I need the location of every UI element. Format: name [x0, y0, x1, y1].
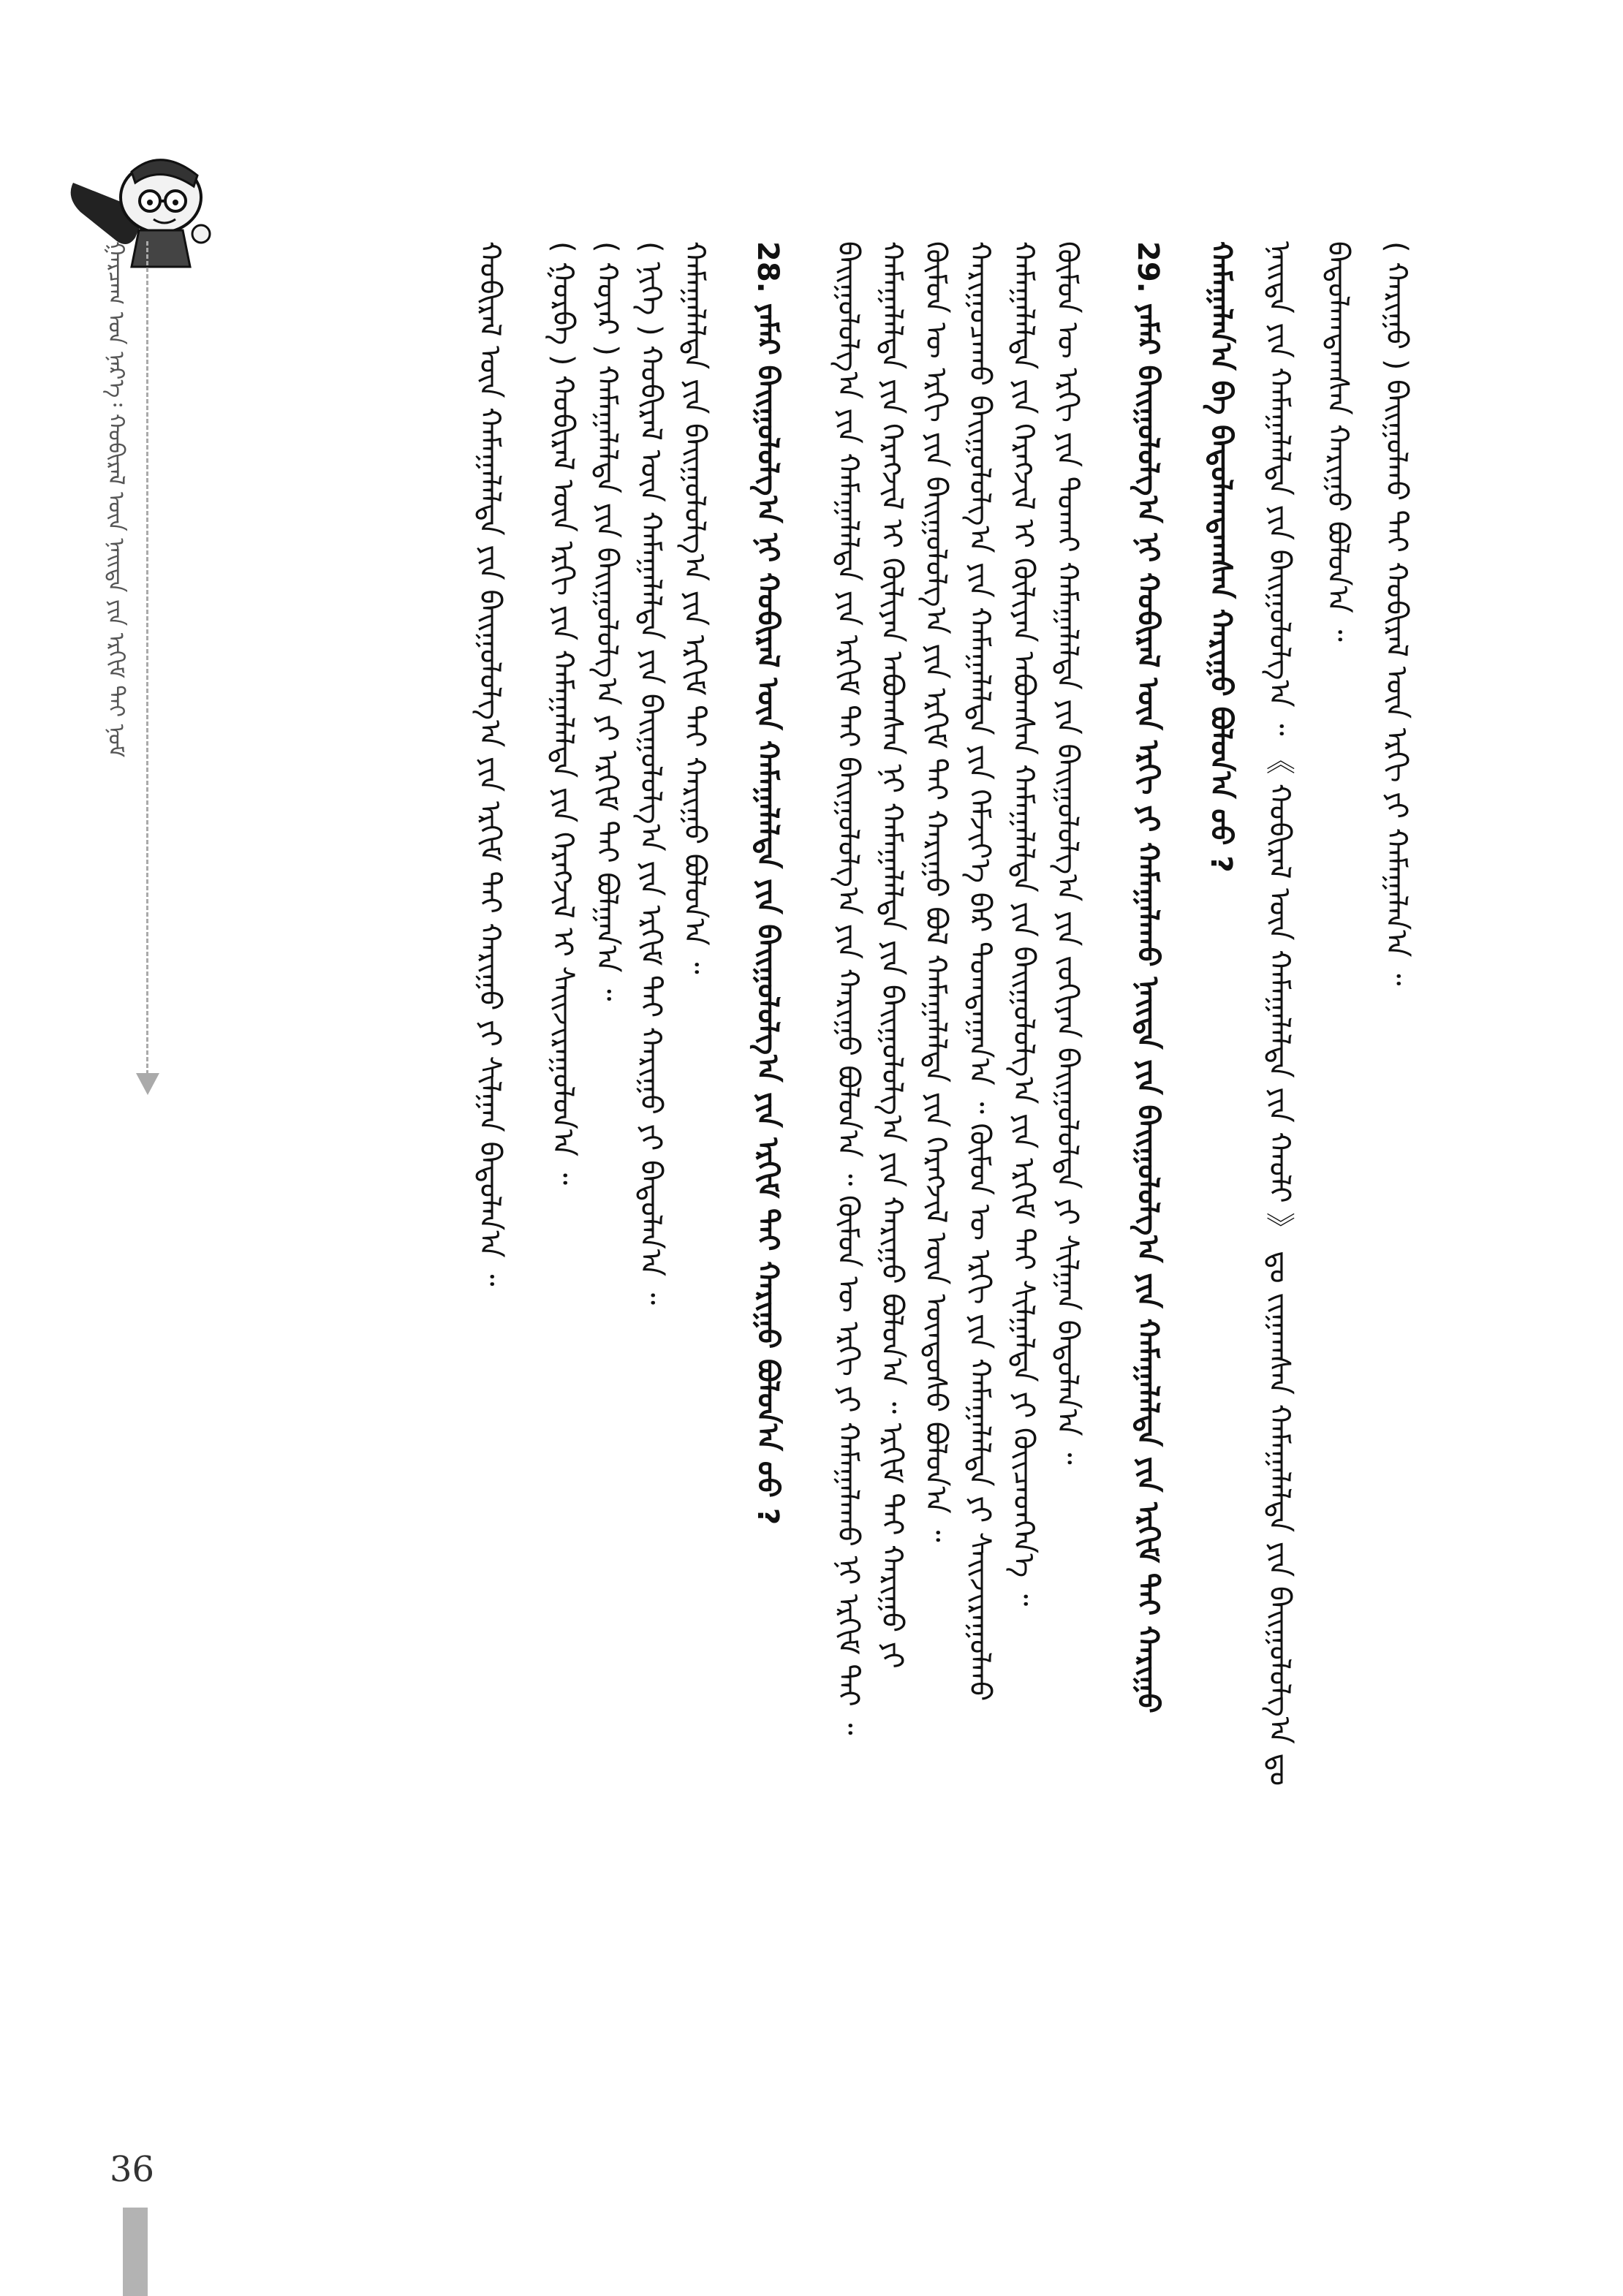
text-column: ᠬᠠᠮᠠᠭᠠᠯᠠᠯᠲᠠ ᠶᠢᠨ ᠪᠠᠢᠭᠤᠯᠤᠯᠭ᠎ᠠ ᠶᠢᠨ ᠡᠷᠭᠢᠮ ᠲᠡᠢ ᠬᠠᠷᠢᠭᠤ ᠪᠣᠯᠤᠨ᠎ᠠ ᠃ [678, 241, 711, 974]
triangle-marker-icon [136, 1073, 159, 1095]
header-divider [146, 241, 148, 1075]
text-column: ᠬᠦᠮᠦᠨ ᠦ ᠡᠷᠬᠢ ᠶᠢᠨ ᠪᠠᠢᠭᠤᠯᠤᠯᠭ᠎ᠠ ᠶᠢᠨ ᠡᠷᠭᠢᠮ ᠲᠡᠢ ᠬᠠᠷᠢᠭᠤ ᠪᠣᠯ ᠬᠠᠮᠠᠭᠠᠯᠠᠯᠲᠠ ᠶᠢᠨ ᠬᠡᠷᠡᠭᠵᠢᠯ ᠦᠨ ᠦᠨᠳᠦᠰᠦ ᠪᠣᠯᠤᠨ᠎ᠠ ᠃ [919, 241, 953, 1542]
text-column: ( ᠭᠤᠷᠪᠠ ) ᠬᠤᠪᠢᠷᠠᠯ ᠦᠨ ᠡᠷᠬᠢ ᠶᠢᠨ ᠬᠠᠮᠠᠭᠠᠯᠠᠯᠲᠠ ᠶᠢᠨ ᠬᠡᠷᠡᠭᠵᠢᠯ ᠢ ᠰᠠᠢᠵᠢᠷᠠᠭᠤᠯᠤᠨ᠎ᠠ ᠃ [546, 241, 580, 1186]
text-column: ᠪᠠᠲᠤᠯᠠᠭᠳᠠᠭᠰᠠᠨ ᠬᠠᠷᠢᠭᠤ ᠪᠣᠯᠤᠨ᠎ᠠ ᠃ [1321, 241, 1355, 642]
text-column: ᠬᠠᠮᠠᠭᠠᠯᠠᠨ᠎ᠠ ᠪᠠ ᠪᠠᠲᠤᠯᠠᠭᠳᠠᠭᠰᠠᠨ ᠬᠠᠷᠢᠭᠤ ᠪᠣᠯᠤᠨ᠎ᠠ ᠤᠤ ? [1204, 241, 1238, 873]
text-column: ( ᠬᠣᠶᠠᠷ ) ᠬᠠᠮᠠᠭᠠᠯᠠᠯᠲᠠ ᠶᠢᠨ ᠪᠠᠢᠭᠤᠯᠤᠯᠭ᠎ᠠ ᠶᠢ ᠡᠷᠭᠢᠮ ᠲᠡᠢ ᠪᠣᠯᠭᠠᠨ᠎ᠠ ᠃ [590, 241, 624, 1001]
page-number: 36 [110, 2149, 155, 2190]
page-edge-tab [123, 2208, 148, 2296]
text-column: 29. ᠶᠠᠮᠠᠷ ᠪᠠᠢᠭᠤᠯᠤᠯᠭ᠎ᠠ ᠨᠢ ᠬᠤᠪᠢᠷᠠᠯ ᠦᠨ ᠡᠷᠬᠢ ᠶᠢ ᠬᠠᠮᠠᠭᠠᠯᠠᠬᠤ ᠨᠡᠢᠲᠡ ᠶᠢᠨ ᠪᠠᠢᠭᠤᠯᠤᠯᠭ᠎ᠠ ᠶᠢᠨ ᠬᠠᠮᠠᠭᠠᠯᠠᠯᠲᠠ ᠶᠢᠨ ᠡᠷᠭᠢᠮ ᠲᠡᠢ ᠬᠠᠷᠢᠭᠤ [1131, 241, 1165, 1713]
running-header: ᠭᠠᠷᠴᠠᠭ ᠤᠨ ᠨᠡᠷ᠎ᠡ᠄ ᠬᠤᠪᠢᠷᠠᠯ ᠦᠨ ᠨᠡᠢᠲᠡ ᠶᠢᠨ ᠡᠷᠭᠢᠮ ᠲᠡᠢ ᠨᠣᠮ [103, 241, 129, 758]
text-column: ( ᠨᠢᠭᠡ ) ᠬᠤᠪᠢᠷᠠᠯ ᠦᠨ ᠬᠠᠮᠠᠭᠠᠯᠠᠯᠲᠠ ᠶᠢᠨ ᠪᠠᠢᠭᠤᠯᠤᠯᠭ᠎ᠠ ᠶᠢᠨ ᠡᠷᠭᠢᠮ ᠲᠡᠢ ᠬᠠᠷᠢᠭᠤ ᠶᠢ ᠪᠠᠲᠤᠯᠠᠨ᠎ᠠ ᠃ [634, 241, 667, 1306]
text-column: ᠬᠦᠮᠦᠨ ᠦ ᠡᠷᠬᠢ ᠶᠢᠨ ᠲᠤᠬᠠᠢ ᠬᠠᠮᠠᠭᠠᠯᠠᠯᠲᠠ ᠶᠢᠨ ᠪᠠᠢᠭᠤᠯᠤᠯᠭ᠎ᠠ ᠶᠢᠨ ᠵᠣᠬᠢᠶᠠᠨ ᠪᠠᠢᠭᠤᠯᠤᠯᠲᠠ ᠶᠢ ᠰᠢᠯᠭᠠᠨ ᠪᠠᠲᠤᠯᠠᠨ᠎ᠠ ᠃ [1051, 241, 1084, 1465]
text-column: ᠬᠠᠮᠠᠭᠠᠯᠠᠯᠲᠠ ᠶᠢᠨ ᠬᠡᠷᠡᠭᠵᠢᠯ ᠢ ᠬᠦᠯᠢᠶᠡᠨ ᠠᠪᠤᠭᠰᠠᠨ ᠨᠢ ᠬᠠᠮᠠᠭᠠᠯᠠᠯᠲᠠ ᠶᠢᠨ ᠪᠠᠢᠭᠤᠯᠤᠯᠭ᠎ᠠ ᠶᠢᠨ ᠬᠠᠷᠢᠭᠤ ᠪᠣᠯᠤᠨ᠎ᠠ ᠃ ᠡᠷᠭᠢᠮ ᠲᠡᠢ ᠬᠠᠷᠢᠭᠤ ᠶᠢ [875, 241, 909, 1669]
text-column: ( ᠬᠠᠷᠢᠭᠤ ) ᠪᠠᠢᠭᠤᠯᠬᠤ ᠲᠠᠢ ᠬᠤᠪᠢᠷᠠᠯ ᠦᠨ ᠡᠷᠬᠢ ᠶᠢ ᠬᠠᠮᠠᠭᠠᠯᠠᠨ᠎ᠠ ᠃ [1380, 241, 1413, 986]
cartoon-mascot-icon [58, 132, 227, 278]
text-column: ᠬᠤᠪᠢᠷᠠᠯ ᠦᠨ ᠬᠠᠮᠠᠭᠠᠯᠠᠯᠲᠠ ᠶᠢᠨ ᠪᠠᠢᠭᠤᠯᠤᠯᠭ᠎ᠠ ᠶᠢᠨ ᠡᠷᠭᠢᠮ ᠲᠡᠢ ᠬᠠᠷᠢᠭᠤ ᠶᠢ ᠰᠢᠯᠭᠠᠨ ᠪᠠᠲᠤᠯᠠᠨ᠎ᠠ ᠃ [473, 241, 507, 1287]
text-column: ᠪᠠᠢᠭᠤᠯᠤᠯᠭ᠎ᠠ ᠶᠢᠨ ᠬᠠᠮᠠᠭᠠᠯᠠᠯᠲᠠ ᠶᠢᠨ ᠡᠷᠭᠢᠮ ᠲᠡᠢ ᠪᠠᠢᠭᠤᠯᠤᠯᠭ᠎ᠠ ᠶᠢᠨ ᠬᠠᠷᠢᠭᠤ ᠪᠣᠯᠤᠨ᠎ᠠ ᠃ ᠬᠦᠮᠦᠨ ᠦ ᠡᠷᠬᠢ ᠶᠢ ᠬᠠᠮᠠᠭᠠᠯᠠᠬᠤ ᠨᠢ ᠡᠷᠭᠢᠮ ᠲᠡᠢ ᠃ [831, 241, 865, 1735]
text-column: 28. ᠶᠠᠮᠠᠷ ᠪᠠᠢᠭᠤᠯᠤᠯᠭ᠎ᠠ ᠨᠢ ᠬᠤᠪᠢᠷᠠᠯ ᠦᠨ ᠬᠠᠮᠠᠭᠠᠯᠠᠯᠲᠠ ᠶᠢᠨ ᠪᠠᠢᠭᠤᠯᠤᠯᠭ᠎ᠠ ᠶᠢᠨ ᠡᠷᠭᠢᠮ ᠲᠡᠢ ᠬᠠᠷᠢᠭᠤ ᠪᠣᠯᠤᠨ᠎ᠠ ᠤᠤ ? [751, 241, 784, 1526]
text-column: ᠨᠡᠢᠲᠡ ᠶᠢᠨ ᠬᠠᠮᠠᠭᠠᠯᠠᠯᠲᠠ ᠶᠢᠨ ᠪᠠᠢᠭᠤᠯᠤᠯᠭ᠎ᠠ ᠃ 《 ᠬᠤᠪᠢᠷᠠᠯ ᠦᠨ ᠬᠠᠮᠠᠭᠠᠯᠠᠯᠲᠠ ᠶᠢᠨ ᠬᠠᠤᠯᠢ 》 ᠳᠤ ᠵᠢᠭᠠᠭᠰᠠᠨ ᠬᠠᠮᠠᠭᠠᠯᠠᠯᠲᠠ ᠶᠢᠨ ᠪᠠᠢᠭᠤᠯᠤᠯᠭ᠎ᠠ ᠳᠤ [1263, 241, 1296, 1787]
text-column: ᠬᠠᠮᠠᠭᠠᠯᠠᠯᠲᠠ ᠶᠢᠨ ᠬᠡᠷᠡᠭᠵᠢᠯ ᠢ ᠬᠦᠯᠢᠶᠡᠨ ᠠᠪᠤᠭᠰᠠᠨ ᠬᠠᠮᠠᠭᠠᠯᠠᠯᠲᠠ ᠶᠢᠨ ᠪᠠᠢᠭᠤᠯᠤᠯᠭ᠎ᠠ ᠶᠢᠨ ᠡᠷᠭᠢᠮ ᠲᠡᠢ ᠰᠢᠯᠭᠠᠯᠲᠠ ᠶᠢ ᠭᠦᠢᠴᠡᠳᠭᠡᠨ᠎ᠡ ᠃ [1007, 241, 1040, 1607]
text-column: ᠬᠠᠷᠢᠭᠤᠴᠠᠬᠤ ᠪᠠᠢᠭᠤᠯᠤᠯᠭ᠎ᠠ ᠶᠢᠨ ᠬᠠᠮᠠᠭᠠᠯᠠᠯᠲᠠ ᠶᠢᠨ ᠬᠡᠮᠵᠢᠶ᠎ᠡ ᠪᠠᠷ ᠲᠣᠭᠲᠠᠭᠠᠨ᠎ᠠ ᠃ ᠬᠦᠮᠦᠨ ᠦ ᠡᠷᠬᠢ ᠶᠢᠨ ᠬᠠᠮᠠᠭᠠᠯᠠᠯᠲᠠ ᠶᠢ ᠰᠠᠢᠵᠢᠷᠠᠭᠤᠯᠬᠤ [963, 241, 996, 1702]
